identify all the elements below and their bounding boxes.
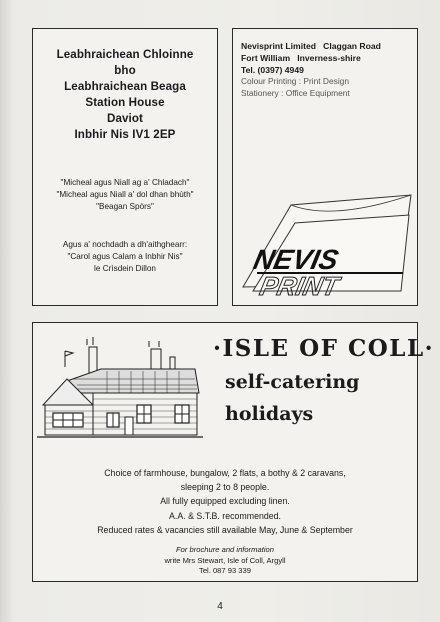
printer-line: Fort William Inverness-shire <box>241 53 361 63</box>
book-title: "Beagan Spòrs" <box>96 202 154 211</box>
printer-advert <box>232 28 418 306</box>
body-line: Choice of farmhouse, bungalow, 2 flats, a bothy & 2 caravans, <box>104 468 346 478</box>
contact-phone: Tel. 087 93 339 <box>199 566 251 575</box>
advert-subtitle: self-catering <box>225 371 360 393</box>
farmhouse-illustration <box>37 333 207 445</box>
contact-address: write Mrs Stewart, Isle of Coll, Argyll <box>164 555 286 565</box>
address-line: Leabhraichean Beaga <box>64 80 186 93</box>
logo-word-nevis: NEVIS <box>250 243 342 275</box>
book-titles <box>33 177 217 213</box>
forthcoming-label: Agus a' nochdadh a dh'aithghearr: <box>62 240 188 249</box>
advert-subtitle: holidays <box>225 403 314 425</box>
contact-block <box>33 545 417 577</box>
book-title: "Micheal agus Niall a' dol dhan bhùth" <box>56 190 194 199</box>
address-line: bho <box>114 64 136 77</box>
address-line: Station House <box>85 96 165 109</box>
nevis-print-logo <box>233 29 419 307</box>
logo-word-print: PRINT <box>257 271 342 301</box>
book-title: "Micheal agus Niall ag a' Chladach" <box>60 178 190 187</box>
advert-body <box>33 466 417 537</box>
printer-line: Nevisprint Limited Claggan Road <box>241 41 381 51</box>
publisher-advert <box>32 28 218 306</box>
address-line: Daviot <box>106 112 144 125</box>
body-line: All fully equipped excluding linen. <box>160 496 290 507</box>
page-number: 4 <box>217 601 223 612</box>
advert-title: ·ISLE OF COLL· <box>213 335 435 362</box>
publisher-address <box>33 47 217 143</box>
service-line: Colour Printing : Print Design <box>241 76 349 86</box>
contact-label: For brochure and information <box>176 545 274 554</box>
address-line: Leabhraichean Chloinne <box>56 48 194 61</box>
forthcoming-title: "Carol agus Calam a Inbhir Nis" <box>67 252 183 261</box>
service-line: Stationery : Office Equipment <box>241 87 350 98</box>
printer-line: Tel. (0397) 4949 <box>241 65 304 75</box>
body-line: sleeping 2 to 8 people. <box>180 482 270 493</box>
body-line: Reduced rates & vacancies still available May, June & September <box>97 524 353 535</box>
forthcoming-block <box>33 239 217 275</box>
body-line: A.A. & S.T.B. recommended. <box>169 510 281 521</box>
address-line: Inbhir Nis IV1 2EP <box>74 128 176 141</box>
forthcoming-author: le Crìsdein Dillon <box>94 264 156 273</box>
isle-of-coll-advert <box>32 322 435 582</box>
